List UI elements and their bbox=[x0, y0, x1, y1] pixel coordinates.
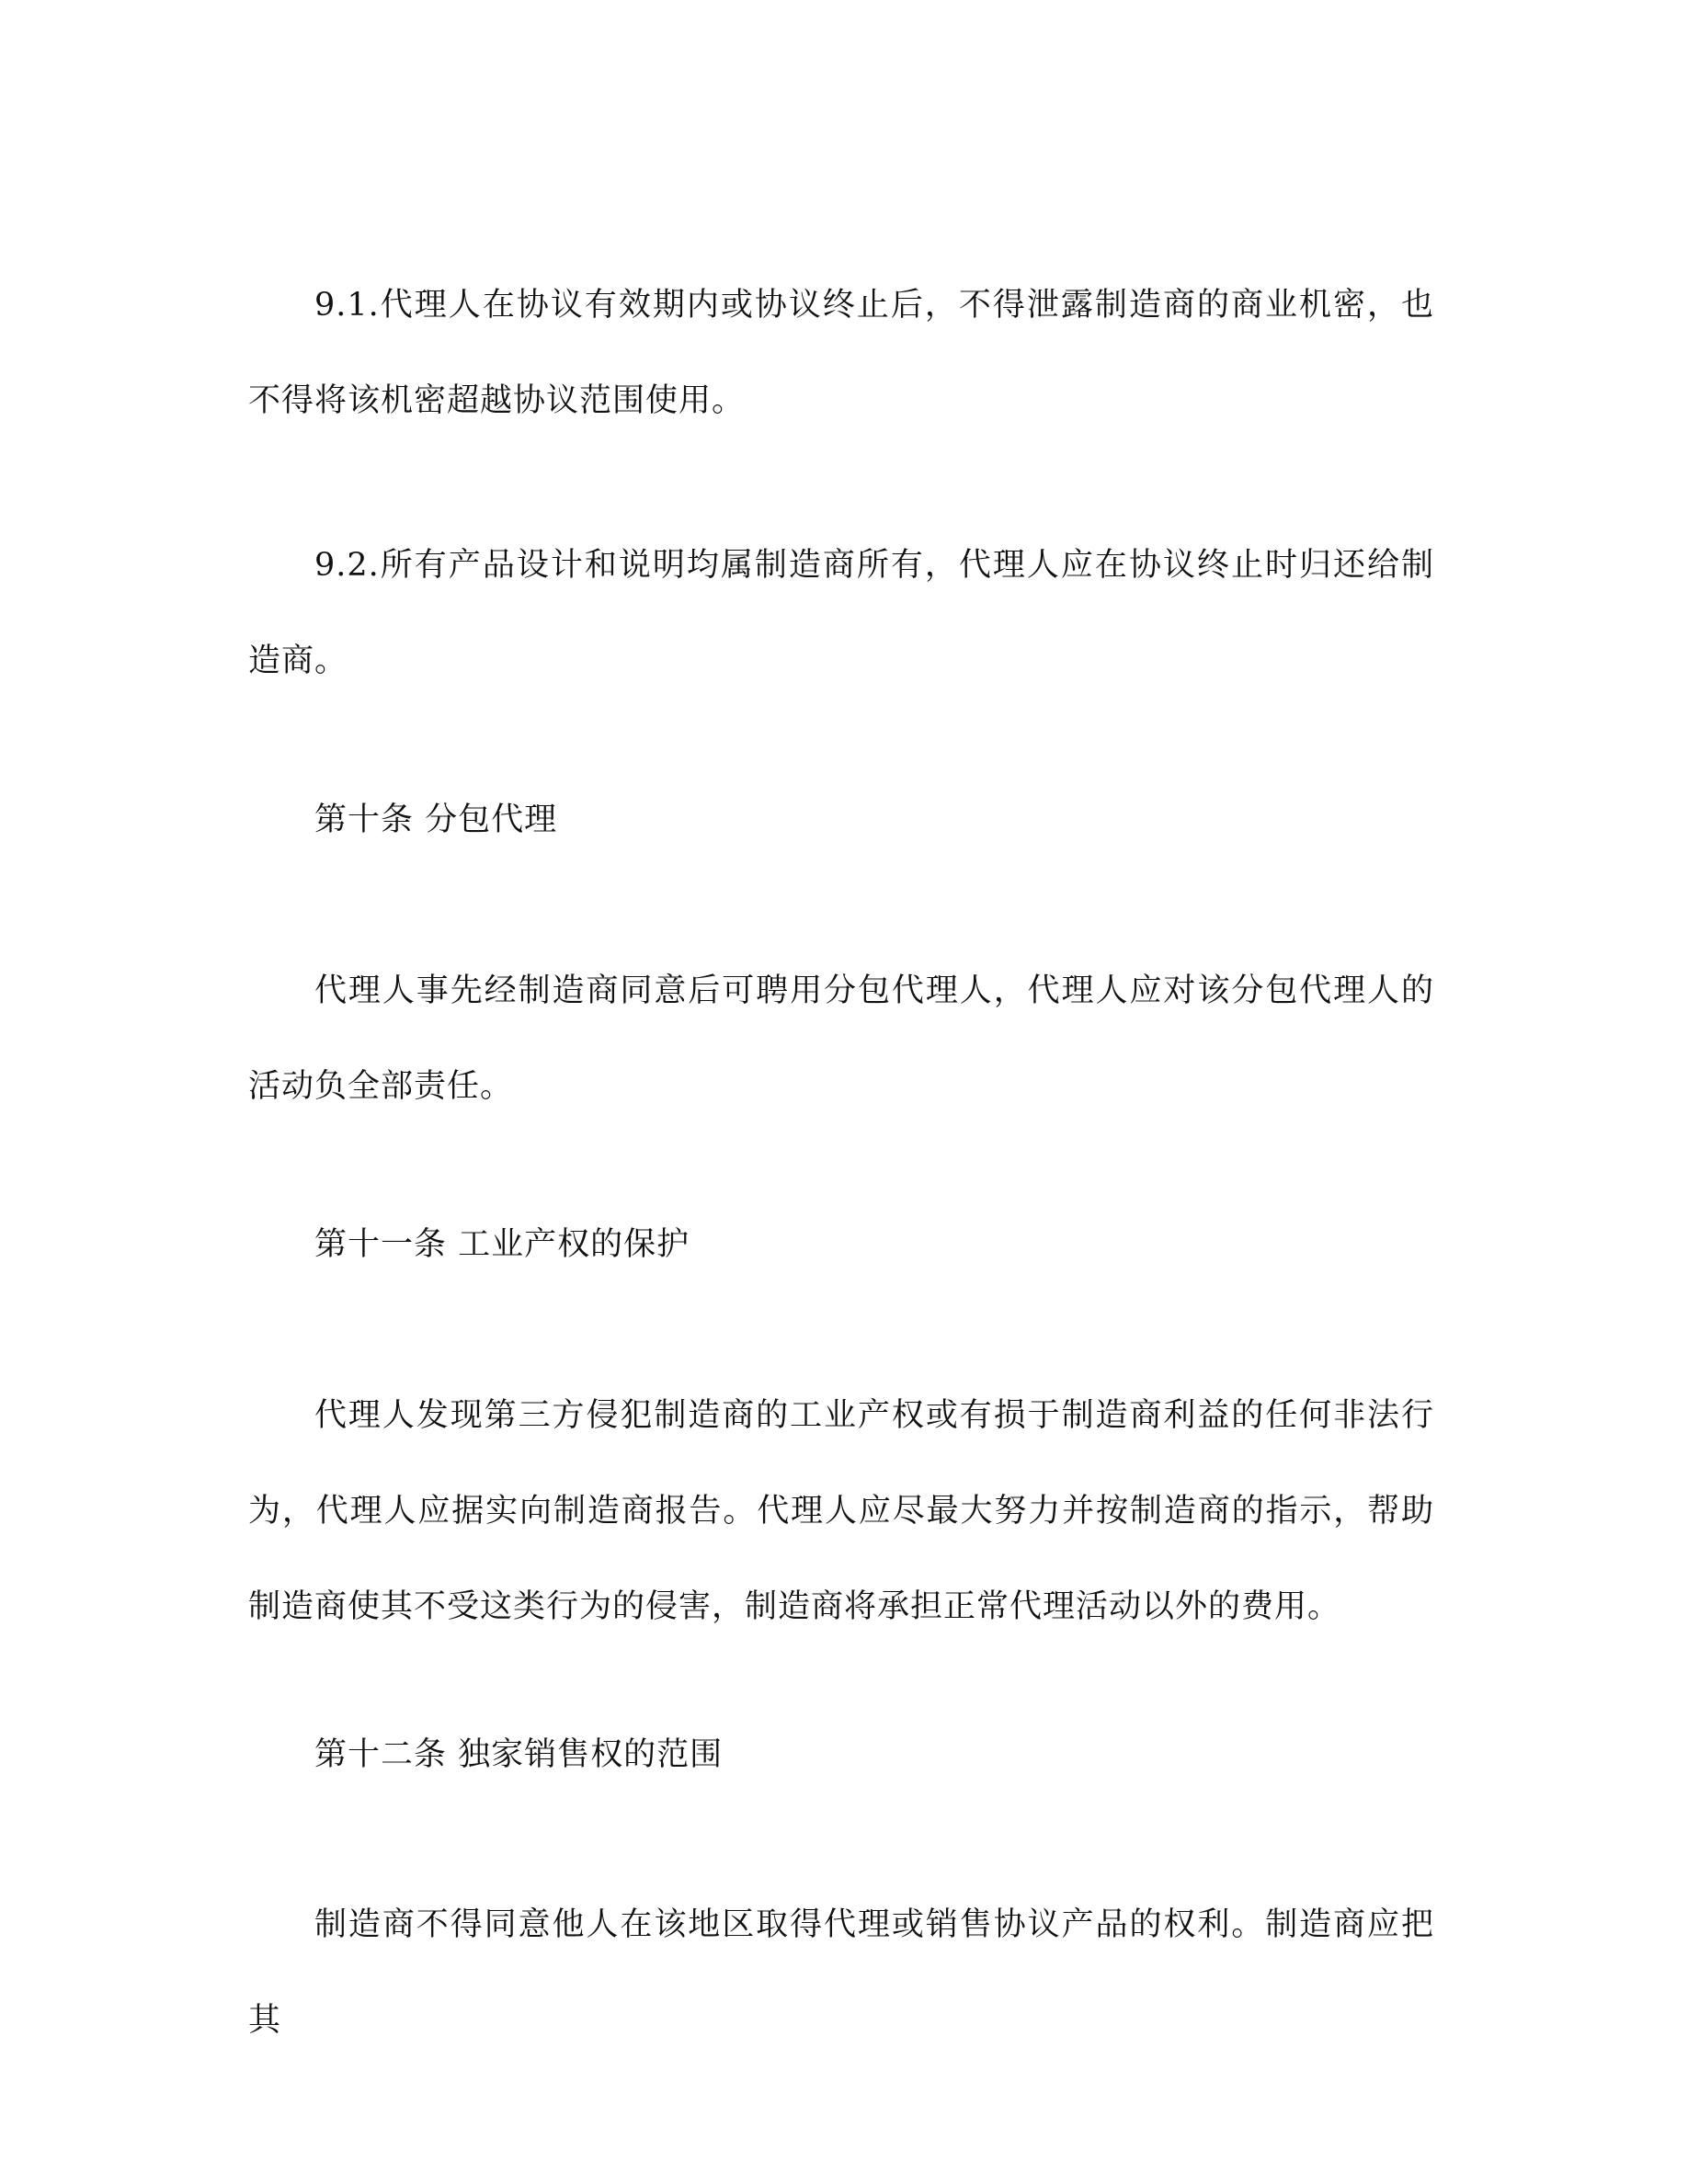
article-10-heading: 第十条 分包代理 bbox=[314, 802, 558, 838]
article-12-heading: 第十二条 独家销售权的范围 bbox=[314, 1736, 724, 1773]
paragraph-10: 代理人事先经制造商同意后可聘用分包代理人，代理人应对该分包代理人的活动负全部责任。 bbox=[248, 973, 1434, 1105]
paragraph-12: 制造商不得同意他人在该地区取得代理或销售协议产品的权利。制造商应把其 bbox=[248, 1906, 1434, 2039]
article-11-heading: 第十一条 工业产权的保护 bbox=[314, 1226, 690, 1263]
paragraph-9-2: 9.2.所有产品设计和说明均属制造商所有，代理人应在协议终止时归还给制造商。 bbox=[248, 547, 1434, 679]
paragraph-11: 代理人发现第三方侵犯制造商的工业产权或有损于制造商利益的任何非法行为，代理人应据实向制造商报告。代理人应尽最大努力并按制造商的指示，帮助制造商使其不受这类行为的侵害，制造商将承担正常代理活动以外的费用。 bbox=[248, 1397, 1434, 1625]
paragraph-9-1: 9.1.代理人在协议有效期内或协议终止后，不得泄露制造商的商业机密，也不得将该机密超越协议范围使用。 bbox=[248, 287, 1434, 419]
